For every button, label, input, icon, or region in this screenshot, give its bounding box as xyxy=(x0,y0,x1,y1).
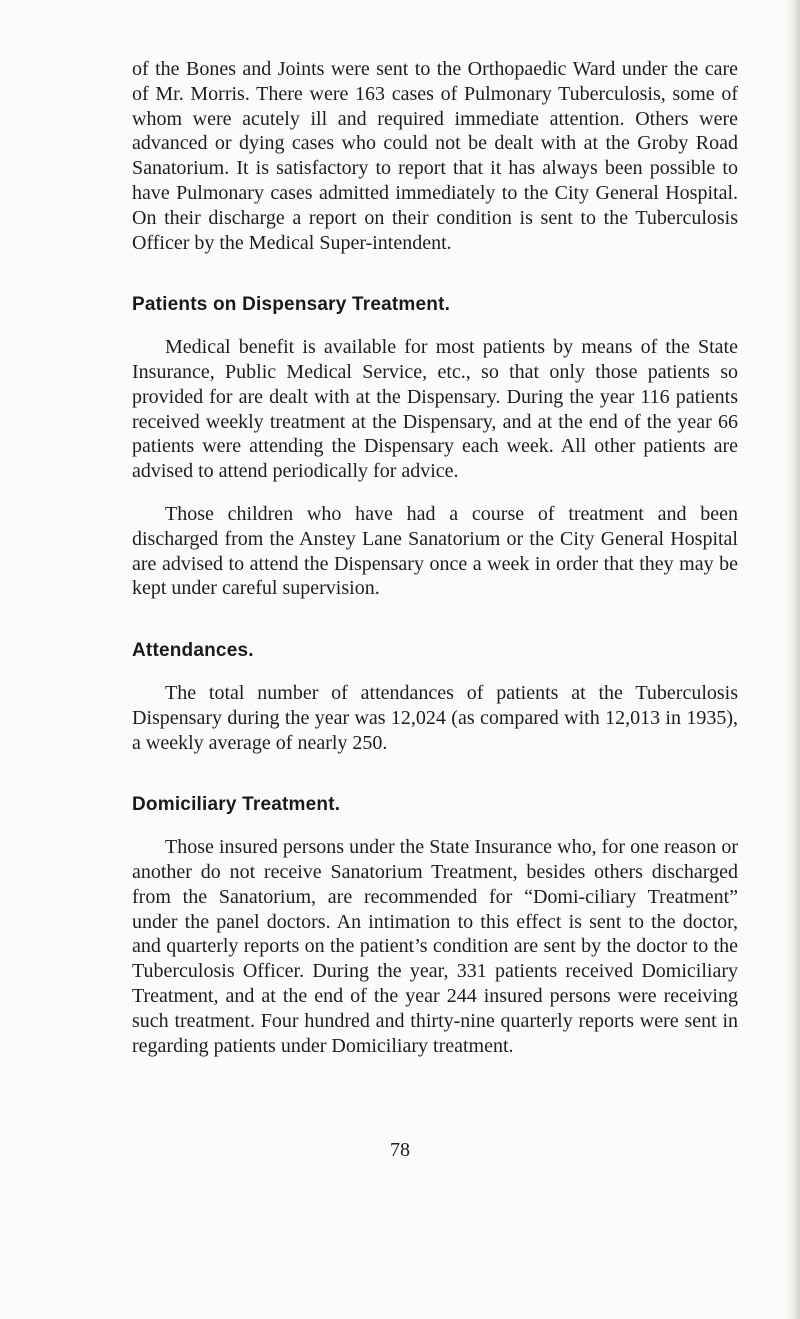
heading-dispensary-treatment: Patients on Dispensary Treatment. xyxy=(132,294,451,316)
heading-attendances: Attendances. xyxy=(132,640,254,662)
paragraph-dispensary-1: Medical benefit is available for most patients by means of the State Insurance, Public Medical Service, etc., so that only those patients so provided for are dealt with at the Dispensary. During the year 116 patients received weekly treatment at the Dispensary, and at the end of the year 66 patients were attending the Dispensary each week. All other patients are advised to attend periodically for advice. xyxy=(132,336,738,483)
heading-domiciliary-treatment: Domiciliary Treatment. xyxy=(132,794,341,816)
paragraph-attendances: The total number of attendances of patients at the Tuberculosis Dispensary during the year was 12,024 (as compared with 12,013 in 1935), a weekly average of nearly 250. xyxy=(132,681,738,754)
page-number: 78 xyxy=(390,1139,410,1161)
paragraph-dispensary-2: Those children who have had a course of treatment and been discharged from the Anstey Lane Sanatorium or the City General Hospital are advised to attend the Dispensary once a week in order that they may be kept under careful supervision. xyxy=(132,502,738,600)
paragraph-domiciliary: Those insured persons under the State Insurance who, for one reason or another do not receive Sanatorium Treatment, besides others discharged from the Sanatorium, are recommended for “Domi-ciliary Treatment” under the panel doctors. An intimation to this effect is sent to the doctor, and quarterly reports on the patient’s condition are sent by the doctor to the Tuberculosis Officer. During the year, 331 patients received Domiciliary Treatment, and at the end of the year 244 insured persons were receiving such treatment. Four hundred and thirty-nine quarterly reports were sent in regarding patients under Domiciliary treatment. xyxy=(132,836,738,1057)
paragraph-intro: of the Bones and Joints were sent to the Orthopaedic Ward under the care of Mr. Morris. There were 163 cases of Pulmonary Tuberculosis, some of whom were acutely ill and required immediate attention. Others were advanced or dying cases who could not be dealt with at the Groby Road Sanatorium. It is satisfactory to report that it has always been possible to have Pulmonary cases admitted immediately to the City General Hospital. On their discharge a report on their condition is sent to the Tuberculosis Officer by the Medical Super-intendent. xyxy=(132,58,738,254)
page-edge-shadow xyxy=(786,0,800,1319)
body-text xyxy=(132,57,738,1058)
